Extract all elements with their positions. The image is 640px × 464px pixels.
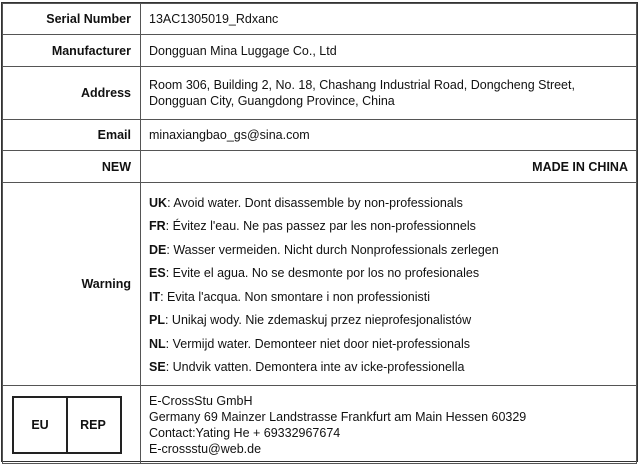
warning-text: : Evite el agua. No se desmonte por los no profesionales bbox=[165, 266, 480, 280]
row-address bbox=[3, 67, 637, 120]
made-in-value: MADE IN CHINA bbox=[141, 151, 637, 183]
email-value: minaxiangbao_gs@sina.com bbox=[141, 120, 637, 151]
warning-label: Warning bbox=[3, 183, 141, 386]
warning-text: : Évitez l'eau. Ne pas passez par les non-professionnels bbox=[165, 219, 476, 233]
address-value bbox=[141, 67, 637, 120]
warning-code: NL bbox=[149, 336, 166, 351]
warning-line-pl bbox=[149, 309, 636, 333]
eu-rep-details bbox=[141, 386, 637, 464]
warning-text: : Undvik vatten. Demontera inte av icke-professionella bbox=[165, 360, 465, 374]
warning-code: UK bbox=[149, 195, 168, 210]
eu-rep-email: E-crossstu@web.de bbox=[149, 441, 262, 456]
warning-text: : Evita l'acqua. Non smontare i non professionisti bbox=[160, 289, 430, 304]
warning-text: : Wasser vermeiden. Nicht durch Nonprofessionals zerlegen bbox=[166, 242, 499, 257]
eu-rep-symbol-cell bbox=[3, 386, 141, 464]
warning-line-it bbox=[149, 286, 636, 310]
warning-code: DE bbox=[149, 242, 167, 257]
row-serial-number bbox=[3, 4, 637, 35]
warning-text: : Vermijd water. Demonteer niet door niet-professionals bbox=[165, 336, 470, 351]
manufacturer-value: Dongguan Mina Luggage Co., Ltd bbox=[141, 35, 637, 67]
warning-code: IT bbox=[149, 289, 161, 304]
eu-box: EU bbox=[14, 398, 68, 452]
warning-code: FR bbox=[149, 219, 166, 233]
new-label: NEW bbox=[3, 151, 141, 183]
email-label: Email bbox=[3, 120, 141, 151]
row-eu-rep bbox=[3, 386, 637, 464]
address-line-1: Room 306, Building 2, No. 18, Chashang Industrial Road, Dongcheng Street, bbox=[149, 78, 575, 92]
eu-rep-contact: Contact:Yating He + 69332967674 bbox=[149, 425, 341, 440]
address-line-2: Dongguan City, Guangdong Province, China bbox=[149, 94, 395, 108]
row-new bbox=[3, 151, 637, 183]
warning-code: SE bbox=[149, 360, 166, 374]
warning-line-de bbox=[149, 239, 636, 263]
serial-number-label: Serial Number bbox=[3, 4, 141, 35]
eu-rep-symbol bbox=[12, 396, 122, 454]
product-label-sheet bbox=[1, 2, 638, 462]
row-email bbox=[3, 120, 637, 151]
warning-text: : Avoid water. Dont disassemble by non-professionals bbox=[167, 195, 463, 210]
warning-line-es bbox=[149, 262, 636, 286]
warning-code: PL bbox=[149, 313, 165, 327]
warning-text: : Unikaj wody. Nie zdemaskuj przez nieprofesjonalistów bbox=[164, 313, 472, 327]
warning-line-uk bbox=[149, 192, 636, 216]
warning-line-fr bbox=[149, 215, 636, 239]
address-label: Address bbox=[3, 67, 141, 120]
manufacturer-label: Manufacturer bbox=[3, 35, 141, 67]
warning-line-nl bbox=[149, 333, 636, 357]
warning-list bbox=[141, 183, 637, 386]
eu-rep-company: E-CrossStu GmbH bbox=[149, 393, 253, 408]
row-warning bbox=[3, 183, 637, 386]
product-info-table bbox=[2, 3, 637, 464]
eu-rep-address: Germany 69 Mainzer Landstrasse Frankfurt am Main Hessen 60329 bbox=[149, 409, 527, 424]
rep-box: REP bbox=[80, 417, 106, 432]
warning-code: ES bbox=[149, 266, 166, 280]
serial-number-value: 13AC1305019_Rdxanc bbox=[141, 4, 637, 35]
row-manufacturer bbox=[3, 35, 637, 67]
warning-line-se bbox=[149, 356, 636, 380]
